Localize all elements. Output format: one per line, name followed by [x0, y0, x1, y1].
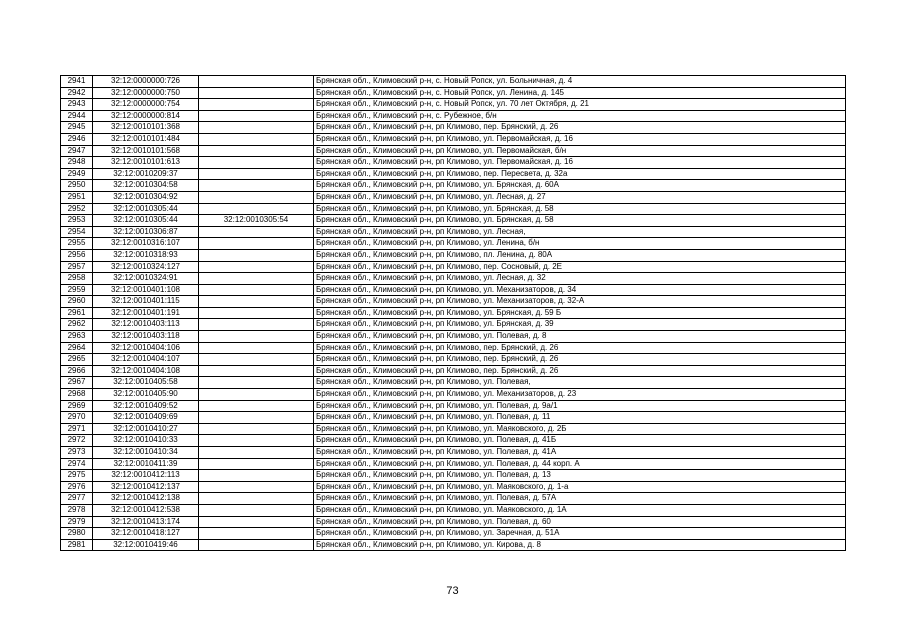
- row-number-cell: 2964: [61, 342, 93, 354]
- address-cell: Брянская обл., Климовский р-н, рп Климово, ул. Кирова, д. 8: [314, 539, 846, 551]
- address-cell: Брянская обл., Климовский р-н, рп Климово, пер. Сосновый, д. 2Е: [314, 261, 846, 273]
- cadastral-number-cell: 32:12:0000000:754: [93, 99, 199, 111]
- row-number-cell: 2966: [61, 365, 93, 377]
- address-cell: Брянская обл., Климовский р-н, рп Климово, пер. Пересвета, д. 32а: [314, 168, 846, 180]
- previous-cadastral-number-cell: [199, 354, 314, 366]
- address-cell: Брянская обл., Климовский р-н, рп Климово, ул. Полевая, д. 57А: [314, 493, 846, 505]
- table-row: [61, 354, 846, 366]
- previous-cadastral-number-cell: [199, 226, 314, 238]
- table-row: [61, 180, 846, 192]
- row-number-cell: 2962: [61, 319, 93, 331]
- table-row: [61, 342, 846, 354]
- table-row: [61, 435, 846, 447]
- previous-cadastral-number-cell: [199, 191, 314, 203]
- address-cell: Брянская обл., Климовский р-н, рп Климово, ул. Первомайская, д. 16: [314, 157, 846, 169]
- table-row: [61, 539, 846, 551]
- address-cell: Брянская обл., Климовский р-н, рп Климово, ул. Первомайская, б/н: [314, 145, 846, 157]
- address-cell: Брянская обл., Климовский р-н, рп Климово, ул. Лесная,: [314, 226, 846, 238]
- cadastral-number-cell: 32:12:0010419:46: [93, 539, 199, 551]
- address-cell: Брянская обл., Климовский р-н, рп Климово, ул. Полевая, д. 8: [314, 331, 846, 343]
- table-row: [61, 76, 846, 88]
- cadastral-number-cell: 32:12:0010413:174: [93, 516, 199, 528]
- row-number-cell: 2959: [61, 284, 93, 296]
- cadastral-number-cell: 32:12:0010403:118: [93, 331, 199, 343]
- table-row: [61, 133, 846, 145]
- previous-cadastral-number-cell: [199, 110, 314, 122]
- cadastral-number-cell: 32:12:0010318:93: [93, 249, 199, 261]
- row-number-cell: 2960: [61, 296, 93, 308]
- cadastral-number-cell: 32:12:0010324:127: [93, 261, 199, 273]
- address-cell: Брянская обл., Климовский р-н, рп Климово, ул. Маяковского, д. 1-а: [314, 481, 846, 493]
- cadastral-number-cell: 32:12:0010101:484: [93, 133, 199, 145]
- row-number-cell: 2941: [61, 76, 93, 88]
- table-row: [61, 389, 846, 401]
- table-row: [61, 122, 846, 134]
- row-number-cell: 2971: [61, 423, 93, 435]
- address-cell: Брянская обл., Климовский р-н, с. Новый Ропск, ул. Ленина, д. 145: [314, 87, 846, 99]
- previous-cadastral-number-cell: [199, 389, 314, 401]
- address-cell: Брянская обл., Климовский р-н, рп Климово, ул. Брянская, д. 39: [314, 319, 846, 331]
- previous-cadastral-number-cell: [199, 157, 314, 169]
- previous-cadastral-number-cell: [199, 284, 314, 296]
- previous-cadastral-number-cell: [199, 412, 314, 424]
- row-number-cell: 2963: [61, 331, 93, 343]
- table-row: [61, 110, 846, 122]
- table-row: [61, 226, 846, 238]
- property-table-body: [61, 76, 846, 551]
- previous-cadastral-number-cell: [199, 400, 314, 412]
- address-cell: Брянская обл., Климовский р-н, рп Климово, ул. Полевая, д. 41А: [314, 447, 846, 459]
- cadastral-number-cell: 32:12:0010403:113: [93, 319, 199, 331]
- cadastral-number-cell: 32:12:0010306:87: [93, 226, 199, 238]
- cadastral-number-cell: 32:12:0010405:90: [93, 389, 199, 401]
- previous-cadastral-number-cell: [199, 307, 314, 319]
- table-row: [61, 249, 846, 261]
- address-cell: Брянская обл., Климовский р-н, рп Климово, ул. Полевая, д. 9а/1: [314, 400, 846, 412]
- cadastral-number-cell: 32:12:0010412:137: [93, 481, 199, 493]
- table-row: [61, 319, 846, 331]
- previous-cadastral-number-cell: [199, 528, 314, 540]
- row-number-cell: 2951: [61, 191, 93, 203]
- previous-cadastral-number-cell: [199, 377, 314, 389]
- cadastral-number-cell: 32:12:0010409:52: [93, 400, 199, 412]
- address-cell: Брянская обл., Климовский р-н, рп Климово, пер. Брянский, д. 26: [314, 342, 846, 354]
- table-row: [61, 493, 846, 505]
- cadastral-number-cell: 32:12:0000000:726: [93, 76, 199, 88]
- cadastral-number-cell: 32:12:0010305:44: [93, 215, 199, 227]
- cadastral-number-cell: 32:12:0010404:107: [93, 354, 199, 366]
- row-number-cell: 2967: [61, 377, 93, 389]
- address-cell: Брянская обл., Климовский р-н, рп Климово, ул. Механизаторов, д. 23: [314, 389, 846, 401]
- row-number-cell: 2973: [61, 447, 93, 459]
- previous-cadastral-number-cell: [199, 342, 314, 354]
- previous-cadastral-number-cell: [199, 539, 314, 551]
- table-row: [61, 215, 846, 227]
- cadastral-number-cell: 32:12:0010304:92: [93, 191, 199, 203]
- previous-cadastral-number-cell: [199, 203, 314, 215]
- table-row: [61, 168, 846, 180]
- previous-cadastral-number-cell: [199, 447, 314, 459]
- address-cell: Брянская обл., Климовский р-н, рп Климово, ул. Заречная, д. 51А: [314, 528, 846, 540]
- previous-cadastral-number-cell: [199, 249, 314, 261]
- address-cell: Брянская обл., Климовский р-н, рп Климово, ул. Ленина, б/н: [314, 238, 846, 250]
- previous-cadastral-number-cell: [199, 331, 314, 343]
- row-number-cell: 2943: [61, 99, 93, 111]
- address-cell: Брянская обл., Климовский р-н, с. Рубежное, б/н: [314, 110, 846, 122]
- table-row: [61, 412, 846, 424]
- previous-cadastral-number-cell: [199, 76, 314, 88]
- cadastral-number-cell: 32:12:0010101:568: [93, 145, 199, 157]
- cadastral-number-cell: 32:12:0010418:127: [93, 528, 199, 540]
- cadastral-number-cell: 32:12:0010209:37: [93, 168, 199, 180]
- cadastral-number-cell: 32:12:0010401:108: [93, 284, 199, 296]
- address-cell: Брянская обл., Климовский р-н, рп Климово, ул. Полевая, д. 41Б: [314, 435, 846, 447]
- row-number-cell: 2978: [61, 504, 93, 516]
- table-row: [61, 447, 846, 459]
- cadastral-number-cell: 32:12:0010412:538: [93, 504, 199, 516]
- table-row: [61, 423, 846, 435]
- row-number-cell: 2972: [61, 435, 93, 447]
- property-table: [60, 75, 846, 551]
- previous-cadastral-number-cell: [199, 180, 314, 192]
- address-cell: Брянская обл., Климовский р-н, с. Новый Ропск, ул. 70 лет Октября, д. 21: [314, 99, 846, 111]
- address-cell: Брянская обл., Климовский р-н, рп Климово, ул. Механизаторов, д. 34: [314, 284, 846, 296]
- previous-cadastral-number-cell: [199, 435, 314, 447]
- cadastral-number-cell: 32:12:0010411:39: [93, 458, 199, 470]
- cadastral-number-cell: 32:12:0010404:106: [93, 342, 199, 354]
- table-row: [61, 307, 846, 319]
- row-number-cell: 2954: [61, 226, 93, 238]
- previous-cadastral-number-cell: [199, 261, 314, 273]
- row-number-cell: 2979: [61, 516, 93, 528]
- table-row: [61, 504, 846, 516]
- table-row: [61, 203, 846, 215]
- row-number-cell: 2981: [61, 539, 93, 551]
- table-row: [61, 331, 846, 343]
- previous-cadastral-number-cell: [199, 458, 314, 470]
- table-row: [61, 377, 846, 389]
- previous-cadastral-number-cell: [199, 365, 314, 377]
- table-row: [61, 145, 846, 157]
- row-number-cell: 2974: [61, 458, 93, 470]
- cadastral-number-cell: 32:12:0010316:107: [93, 238, 199, 250]
- address-cell: Брянская обл., Климовский р-н, рп Климово, ул. Полевая, д. 60: [314, 516, 846, 528]
- previous-cadastral-number-cell: [199, 273, 314, 285]
- previous-cadastral-number-cell: [199, 423, 314, 435]
- address-cell: Брянская обл., Климовский р-н, рп Климово, ул. Полевая, д. 44 корп. А: [314, 458, 846, 470]
- previous-cadastral-number-cell: [199, 168, 314, 180]
- cadastral-number-cell: 32:12:0010412:113: [93, 470, 199, 482]
- address-cell: Брянская обл., Климовский р-н, рп Климово, ул. Первомайская, д. 16: [314, 133, 846, 145]
- previous-cadastral-number-cell: [199, 470, 314, 482]
- cadastral-number-cell: 32:12:0010405:58: [93, 377, 199, 389]
- row-number-cell: 2950: [61, 180, 93, 192]
- address-cell: Брянская обл., Климовский р-н, рп Климово, ул. Лесная, д. 32: [314, 273, 846, 285]
- address-cell: Брянская обл., Климовский р-н, с. Новый Ропск, ул. Больничная, д. 4: [314, 76, 846, 88]
- row-number-cell: 2947: [61, 145, 93, 157]
- table-row: [61, 273, 846, 285]
- table-row: [61, 284, 846, 296]
- address-cell: Брянская обл., Климовский р-н, рп Климово, ул. Механизаторов, д. 32-А: [314, 296, 846, 308]
- row-number-cell: 2969: [61, 400, 93, 412]
- table-row: [61, 87, 846, 99]
- previous-cadastral-number-cell: 32:12:0010305:54: [199, 215, 314, 227]
- row-number-cell: 2945: [61, 122, 93, 134]
- address-cell: Брянская обл., Климовский р-н, рп Климово, ул. Брянская, д. 58: [314, 203, 846, 215]
- previous-cadastral-number-cell: [199, 504, 314, 516]
- table-row: [61, 516, 846, 528]
- address-cell: Брянская обл., Климовский р-н, рп Климово, пл. Ленина, д. 80А: [314, 249, 846, 261]
- cadastral-number-cell: 32:12:0010410:34: [93, 447, 199, 459]
- cadastral-number-cell: 32:12:0000000:814: [93, 110, 199, 122]
- row-number-cell: 2955: [61, 238, 93, 250]
- address-cell: Брянская обл., Климовский р-н, рп Климово, ул. Маяковского, д. 2Б: [314, 423, 846, 435]
- table-row: [61, 99, 846, 111]
- address-cell: Брянская обл., Климовский р-н, рп Климово, пер. Брянский, д. 26: [314, 365, 846, 377]
- row-number-cell: 2976: [61, 481, 93, 493]
- row-number-cell: 2948: [61, 157, 93, 169]
- previous-cadastral-number-cell: [199, 481, 314, 493]
- cadastral-number-cell: 32:12:0010401:115: [93, 296, 199, 308]
- cadastral-number-cell: 32:12:0010304:58: [93, 180, 199, 192]
- cadastral-number-cell: 32:12:0010409:69: [93, 412, 199, 424]
- row-number-cell: 2956: [61, 249, 93, 261]
- previous-cadastral-number-cell: [199, 319, 314, 331]
- cadastral-number-cell: 32:12:0010401:191: [93, 307, 199, 319]
- table-row: [61, 365, 846, 377]
- row-number-cell: 2970: [61, 412, 93, 424]
- table-row: [61, 157, 846, 169]
- previous-cadastral-number-cell: [199, 296, 314, 308]
- row-number-cell: 2958: [61, 273, 93, 285]
- page-number: 73: [446, 585, 459, 597]
- address-cell: Брянская обл., Климовский р-н, рп Климово, ул. Брянская, д. 59 Б: [314, 307, 846, 319]
- row-number-cell: 2977: [61, 493, 93, 505]
- table-row: [61, 470, 846, 482]
- cadastral-number-cell: 32:12:0010101:368: [93, 122, 199, 134]
- cadastral-number-cell: 32:12:0010101:613: [93, 157, 199, 169]
- row-number-cell: 2968: [61, 389, 93, 401]
- address-cell: Брянская обл., Климовский р-н, рп Климово, ул. Лесная, д. 27: [314, 191, 846, 203]
- row-number-cell: 2952: [61, 203, 93, 215]
- table-row: [61, 528, 846, 540]
- cadastral-number-cell: 32:12:0010324:91: [93, 273, 199, 285]
- row-number-cell: 2965: [61, 354, 93, 366]
- previous-cadastral-number-cell: [199, 145, 314, 157]
- previous-cadastral-number-cell: [199, 133, 314, 145]
- row-number-cell: 2942: [61, 87, 93, 99]
- previous-cadastral-number-cell: [199, 493, 314, 505]
- address-cell: Брянская обл., Климовский р-н, рп Климово, ул. Маяковского, д. 1А: [314, 504, 846, 516]
- table-row: [61, 261, 846, 273]
- row-number-cell: 2946: [61, 133, 93, 145]
- address-cell: Брянская обл., Климовский р-н, рп Климово, ул. Полевая, д. 13: [314, 470, 846, 482]
- table-row: [61, 400, 846, 412]
- row-number-cell: 2953: [61, 215, 93, 227]
- row-number-cell: 2975: [61, 470, 93, 482]
- row-number-cell: 2961: [61, 307, 93, 319]
- previous-cadastral-number-cell: [199, 87, 314, 99]
- cadastral-number-cell: 32:12:0010410:33: [93, 435, 199, 447]
- address-cell: Брянская обл., Климовский р-н, рп Климово, ул. Брянская, д. 60А: [314, 180, 846, 192]
- row-number-cell: 2980: [61, 528, 93, 540]
- address-cell: Брянская обл., Климовский р-н, рп Климово, ул. Полевая,: [314, 377, 846, 389]
- previous-cadastral-number-cell: [199, 516, 314, 528]
- cadastral-number-cell: 32:12:0010412:138: [93, 493, 199, 505]
- address-cell: Брянская обл., Климовский р-н, рп Климово, ул. Полевая, д. 11: [314, 412, 846, 424]
- table-row: [61, 296, 846, 308]
- cadastral-number-cell: 32:12:0010404:108: [93, 365, 199, 377]
- table-row: [61, 481, 846, 493]
- row-number-cell: 2944: [61, 110, 93, 122]
- previous-cadastral-number-cell: [199, 122, 314, 134]
- table-row: [61, 238, 846, 250]
- address-cell: Брянская обл., Климовский р-н, рп Климово, ул. Брянская, д. 58: [314, 215, 846, 227]
- address-cell: Брянская обл., Климовский р-н, рп Климово, пер. Брянский, д. 26: [314, 122, 846, 134]
- row-number-cell: 2949: [61, 168, 93, 180]
- table-row: [61, 458, 846, 470]
- row-number-cell: 2957: [61, 261, 93, 273]
- cadastral-number-cell: 32:12:0000000:750: [93, 87, 199, 99]
- cadastral-number-cell: 32:12:0010305:44: [93, 203, 199, 215]
- previous-cadastral-number-cell: [199, 99, 314, 111]
- cadastral-number-cell: 32:12:0010410:27: [93, 423, 199, 435]
- previous-cadastral-number-cell: [199, 238, 314, 250]
- table-row: [61, 191, 846, 203]
- address-cell: Брянская обл., Климовский р-н, рп Климово, пер. Брянский, д. 26: [314, 354, 846, 366]
